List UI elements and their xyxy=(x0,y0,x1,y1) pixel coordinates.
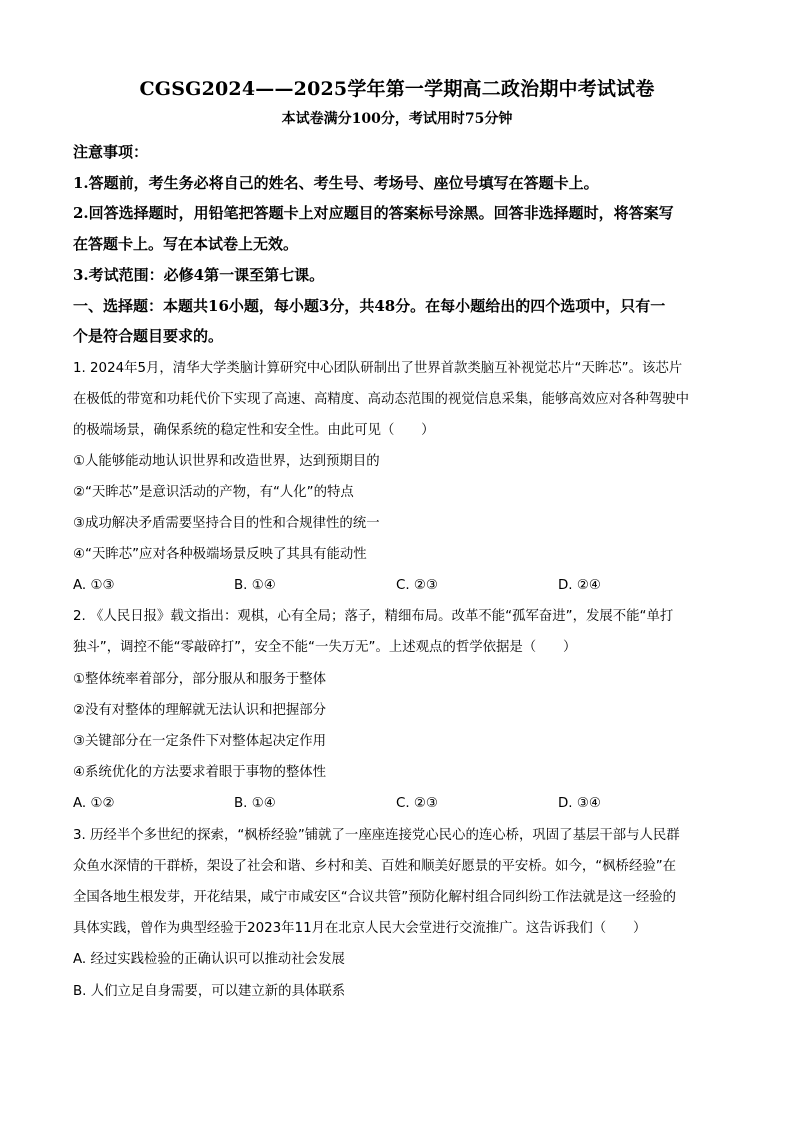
q2-stem-line: 独斗”，调控不能“零敲碎打”，安全不能“一失万无”。上述观点的哲学依据是（ ） xyxy=(73,640,577,655)
q2-option-b: B. ①④ xyxy=(234,796,276,811)
q2-statement: ②没有对整体的理解就无法认识和把握部分 xyxy=(73,703,327,718)
q1-option-c: C. ②③ xyxy=(396,578,438,593)
q1-option-b: B. ①④ xyxy=(234,578,276,593)
q3-stem-line: 具体实践，曾作为典型经验于2023年11月在北京人民大会堂进行交流推广。这告诉我们（ ） xyxy=(73,921,647,936)
q2-statement: ③关键部分在一定条件下对整体起决定作用 xyxy=(73,734,327,749)
notice-item: 在答题卡上。写在本试卷上无效。 xyxy=(73,235,299,253)
q3-stem-line: 全国各地生根发芽，开花结果，咸宁市咸安区“合议共管”预防化解村组合同纠纷工作法就是这一经验的 xyxy=(73,890,677,905)
q1-option-a: A. ①③ xyxy=(73,578,115,593)
q1-option-d: D. ②④ xyxy=(558,578,601,593)
q3-stem-line: 众鱼水深情的干群桥，架设了社会和谐、乡村和美、百姓和顺美好愿景的平安桥。如今，“枫桥经验”在 xyxy=(73,859,677,874)
q2-option-a: A. ①② xyxy=(73,796,115,811)
q3-stem-line: 3. 历经半个多世纪的探索，“枫桥经验”铺就了一座座连接党心民心的连心桥，巩固了基层干部与人民群 xyxy=(73,828,680,843)
section-heading-cont: 个是符合题目要求的。 xyxy=(73,327,224,345)
q1-statement: ①人能够能动地认识世界和改造世界，达到预期目的 xyxy=(73,454,380,469)
q1-statement: ④“天眸芯”应对各种极端场景反映了其具有能动性 xyxy=(73,547,367,562)
notice-item: 2.回答选择题时，用铅笔把答题卡上对应题目的答案标号涂黑。回答非选择题时，将答案写 xyxy=(73,204,674,222)
q3-option-b: B. 人们立足自身需要，可以建立新的具体联系 xyxy=(73,984,346,999)
q2-stem-line: 2. 《人民日报》载文指出：观棋，心有全局；落子，精细布局。改革不能“孤军奋进”，发展不能“单打 xyxy=(73,609,674,624)
q2-statement: ①整体统率着部分，部分服从和服务于整体 xyxy=(73,672,327,687)
q2-option-d: D. ③④ xyxy=(558,796,601,811)
q3-option-a: A. 经过实践检验的正确认识可以推动社会发展 xyxy=(73,952,345,967)
notice-item: 3.考试范围：必修4第一课至第七课。 xyxy=(73,266,325,284)
q1-statement: ③成功解决矛盾需要坚持合目的性和合规律性的统一 xyxy=(73,516,380,531)
q1-stem-line: 在极低的带宽和功耗代价下实现了高速、高精度、高动态范围的视觉信息采集，能够高效应对各种驾驶中 xyxy=(73,392,689,407)
q1-stem-line: 的极端场景，确保系统的稳定性和安全性。由此可见（ ） xyxy=(73,423,435,438)
q1-stem-line: 1. 2024年5月，清华大学类脑计算研究中心团队研制出了世界首款类脑互补视觉芯片“天眸芯”。该芯片 xyxy=(73,361,683,376)
notice-heading: 注意事项： xyxy=(73,143,149,161)
page-subtitle: 本试卷满分100分，考试用时75分钟 xyxy=(281,111,513,127)
q1-statement: ②“天眸芯”是意识活动的产物，有“人化”的特点 xyxy=(73,485,354,500)
q2-statement: ④系统优化的方法要求着眼于事物的整体性 xyxy=(73,765,327,780)
section-heading: 一、选择题：本题共16小题，每小题3分，共48分。在每小题给出的四个选项中，只有一 xyxy=(73,297,666,315)
notice-item: 1.答题前，考生务必将自己的姓名、考生号、考场号、座位号填写在答题卡上。 xyxy=(73,174,599,192)
page-title: CGSG2024——2025学年第一学期高二政治期中考试试卷 xyxy=(139,78,655,100)
q2-option-c: C. ②③ xyxy=(396,796,438,811)
